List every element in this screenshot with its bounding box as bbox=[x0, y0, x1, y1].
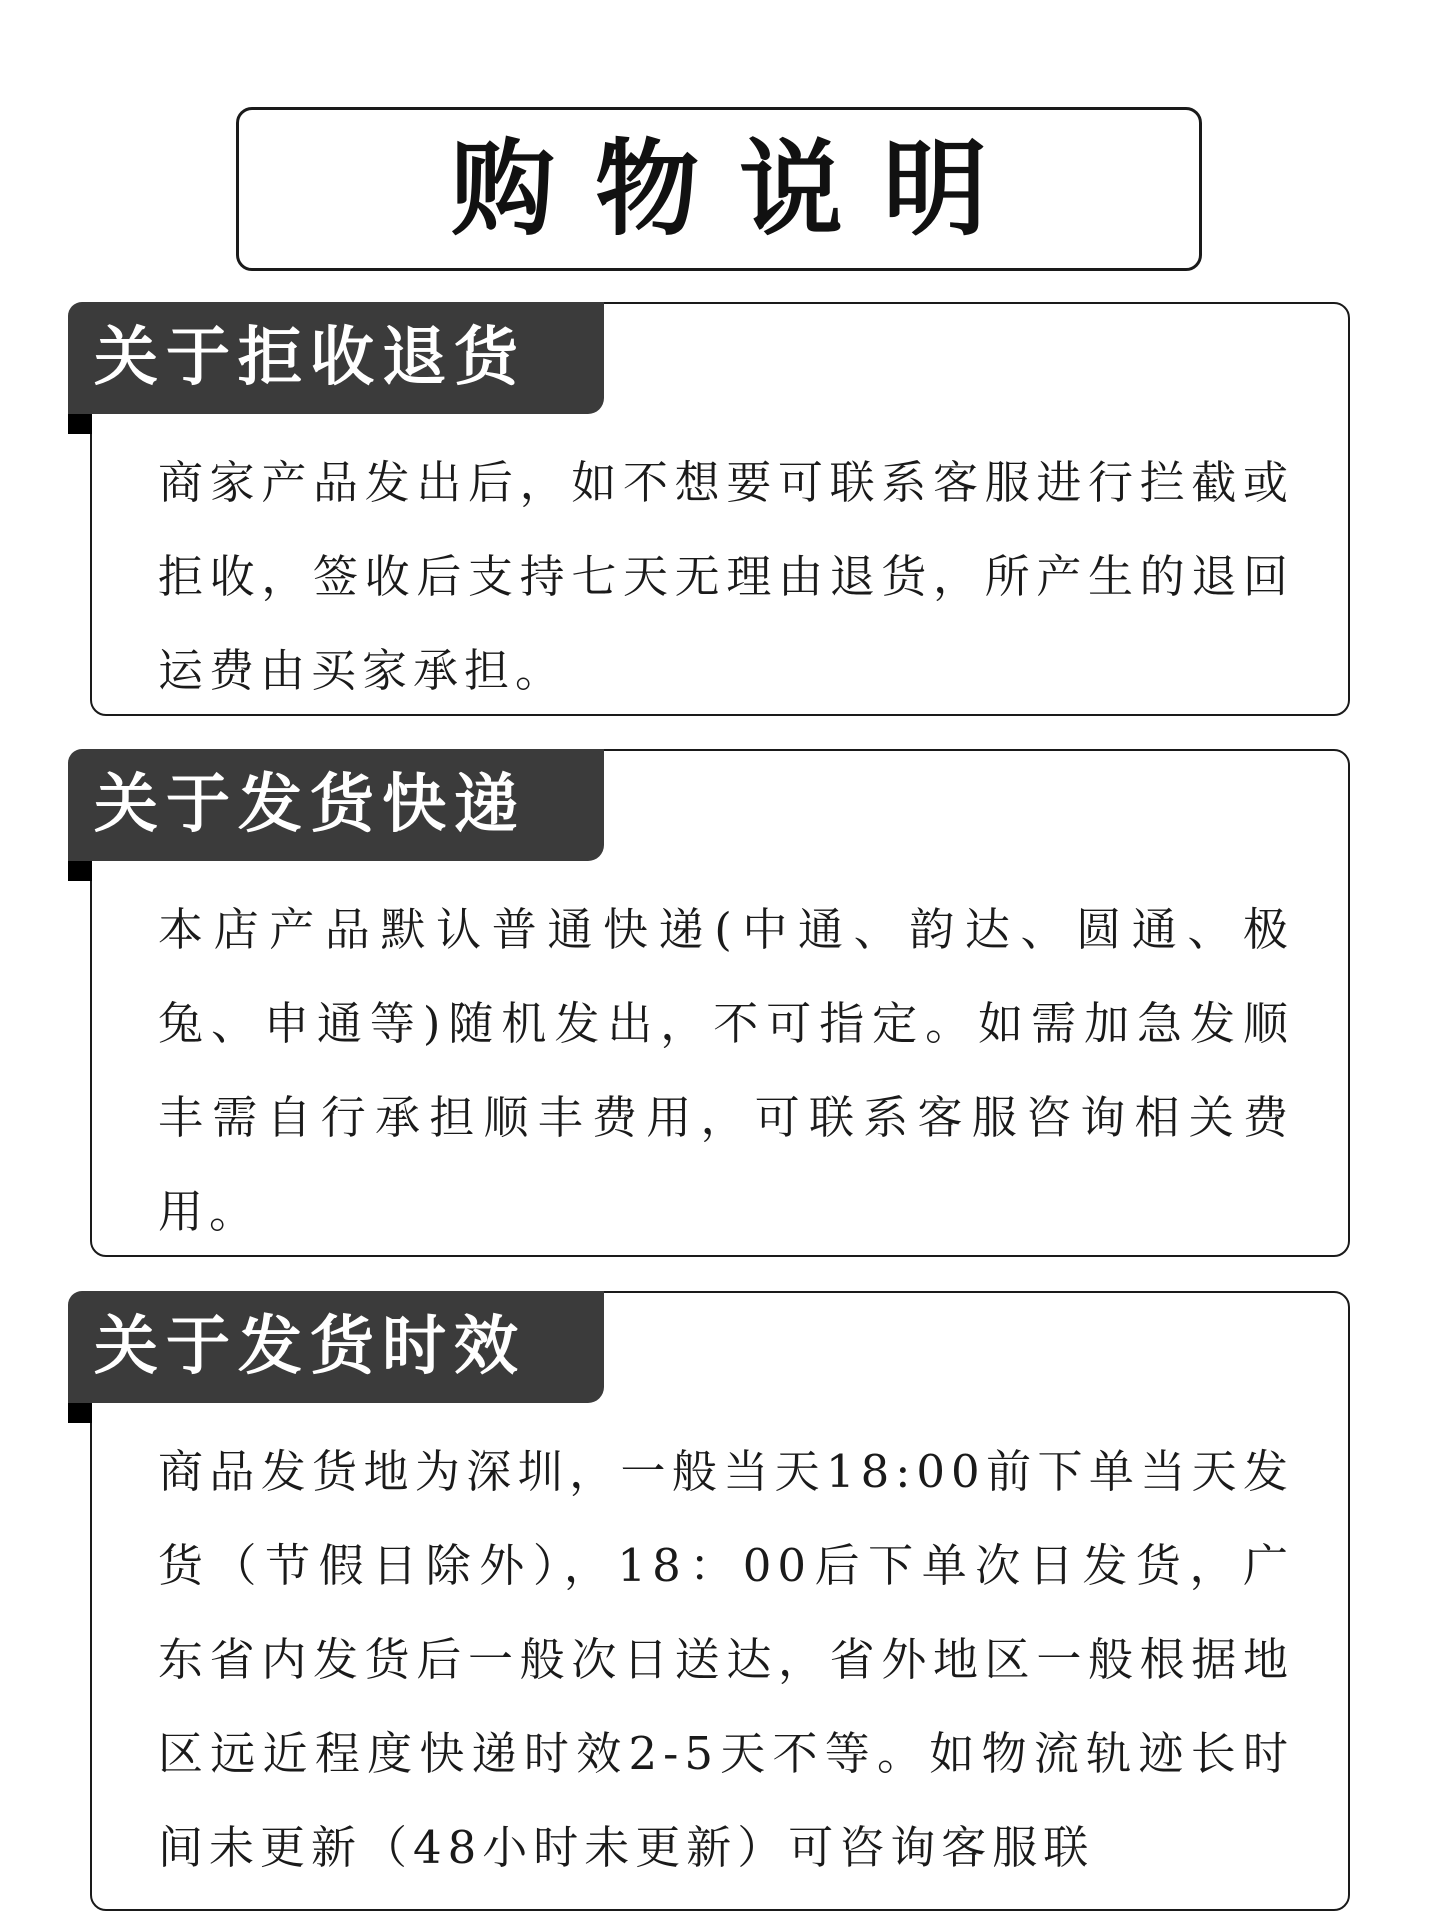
section-reject-return bbox=[90, 302, 1350, 716]
page-title-box bbox=[236, 107, 1202, 271]
section-body: 商家产品发出后，如不想要可联系客服进行拦截或拒收，签收后支持七天无理由退货，所产生的退回运费由买家承担。 bbox=[158, 456, 1294, 697]
section-body: 商品发货地为深圳，一般当天18:00前下单当天发货（节假日除外），18：00后下单次日发货，广东省内发货后一般次日送达，省外地区一般根据地区远近程度快递时效2-5天不等。如物流轨迹长时间未更新（48小时未更新）可咨询客服联 bbox=[158, 1445, 1294, 1874]
section-tab bbox=[68, 749, 604, 861]
tab-corner-decoration bbox=[68, 861, 92, 881]
section-shipping-time bbox=[90, 1291, 1350, 1911]
tab-corner-decoration bbox=[68, 414, 92, 434]
section-shipping-courier bbox=[90, 749, 1350, 1257]
section-tab bbox=[68, 302, 604, 414]
page-title: 购物说明 bbox=[450, 127, 1027, 250]
section-body: 本店产品默认普通快递(中通、韵达、圆通、极兔、申通等)随机发出，不可指定。如需加急发顺丰需自行承担顺丰费用，可联系客服咨询相关费用。 bbox=[158, 903, 1294, 1238]
section-title: 关于拒收退货 bbox=[94, 321, 526, 395]
tab-corner-decoration bbox=[68, 1403, 92, 1423]
section-title: 关于发货快递 bbox=[94, 768, 526, 842]
section-title: 关于发货时效 bbox=[94, 1310, 526, 1384]
section-tab bbox=[68, 1291, 604, 1403]
